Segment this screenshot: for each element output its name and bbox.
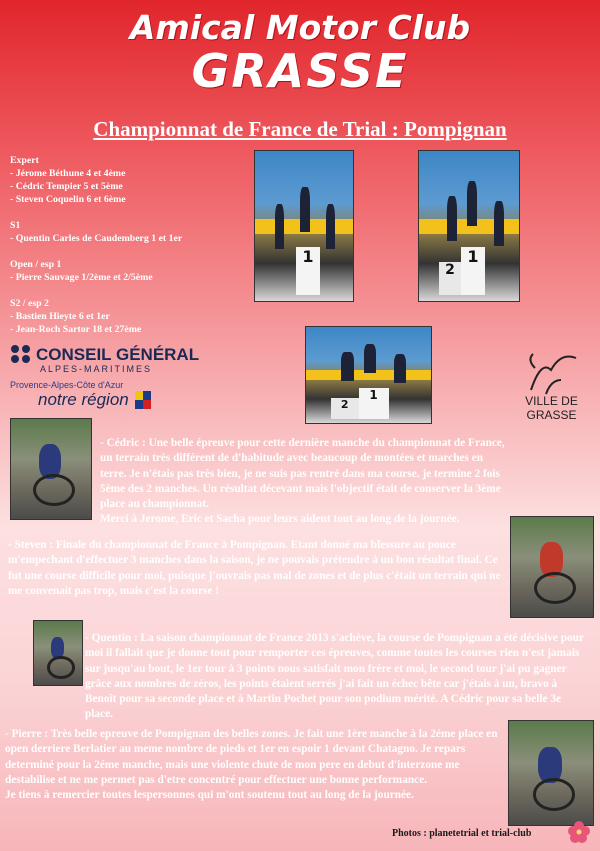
result-line: - Cédric Tempier 5 et 5ème [10, 181, 123, 192]
category-s1: S1 [10, 220, 21, 231]
trial-photo-cedric [10, 418, 92, 520]
notre-region-text: notre région [38, 390, 129, 409]
page-headline: Championnat de France de Trial : Pompignan [93, 117, 507, 141]
podium-number: 1 [359, 388, 389, 419]
photo-credit: Photos : planetetrial et trial-club [392, 828, 532, 839]
result-line: - Steven Coquelin 6 et 6ème [10, 194, 126, 205]
comment-quentin [85, 631, 590, 723]
comment-pierre [5, 727, 503, 803]
podium-number: 1 [296, 247, 320, 295]
category-expert: Expert [10, 155, 39, 166]
conseil-general-text: CONSEIL GÉNÉRAL [36, 344, 200, 364]
podium-number: 1 [461, 247, 485, 295]
podium-number: 2 [439, 262, 461, 295]
alpes-maritimes-text: ALPES-MARITIMES [40, 364, 153, 374]
region-shield-icon [135, 391, 151, 409]
result-line: - Pierre Sauvage 1/2ème et 2/5ème [10, 272, 153, 283]
comment-cedric [100, 436, 508, 528]
comment-pierre-thanks: Je tiens à remercier toutes lespersonnes qui m'ont soutenu tout au long de la journée. [5, 789, 414, 802]
ville-de-grasse-logo [509, 350, 594, 422]
podium-photo-2 [418, 150, 520, 302]
trial-photo-steven [510, 516, 594, 618]
grasse-emblem-icon [521, 350, 581, 398]
conseil-general-icon [10, 344, 32, 364]
result-line: - Bastien Hieyte 6 et 1er [10, 311, 110, 322]
trial-photo-pierre [508, 720, 594, 826]
ville-de-grasse-text: VILLE DE GRASSE [525, 394, 578, 422]
result-line: - Quentin Carles de Caudemberg 1 et 1er [10, 233, 183, 244]
comment-quentin-text: - Quentin : La saison championnat de France 2013 s'achève, la course de Pompignan a été décisive pour moi il fallait que je donne tout pour remporter ces épreuves, comme toutes les courses rien n'est jamais sur jusqu'au bout, le 1er tour à 3 points nous satisfait mon frère et moi, le second tour j'ai pu gagner grâce aux nombres de zéros, les points étaient serrés j'ai fait un échec bête car j'étais à un, bravo à Benoît pour sa seconde place et à Martin Pochet pour son podium mérité. A Cédric pour sa belle 3e place. [85, 632, 584, 721]
club-name-line2: GRASSE [191, 44, 409, 98]
comment-cedric-thanks: Merci à Jerome, Eric et Sacha pour leurs aident tout au long de la journée. [100, 513, 460, 526]
podium-number: 2 [331, 398, 359, 419]
result-line: - Jean-Roch Sartor 18 et 27ème [10, 324, 142, 335]
conseil-general-logo [10, 344, 199, 374]
comment-steven [8, 538, 506, 599]
category-s2: S2 / esp 2 [10, 298, 49, 309]
comment-steven-text: - Steven : Finale du championnat de France à Pompignan. Etant donné ma blessure au pouce m'empechant d'effectuer 3 manches dans la saison, je ne pouvais prétendre à un bon résultat final. Ce fut une course difficile pour moi, puisque j'ouvrais pas mal de zones et de plus c'était un terrain qui ne me convenait pas trop, mais c'est la course ! [8, 539, 501, 597]
region-name-text: Provence-Alpes-Côte d'Azur [10, 380, 124, 390]
podium-photo-3 [305, 326, 432, 424]
result-line: - Jérome Béthune 4 et 4ème [10, 168, 126, 179]
club-name-line1: Amical Motor Club [129, 8, 471, 47]
comment-pierre-text: - Pierre : Très belle epreuve de Pompignan des belles zones. Je fait une 1ère manche à la 2éme place en open derriere Berlatier au meme nombre de pieds et 1er en espoir 1 devant Chatagno. Je repars determiné pour la 2éme manche, mais une violente chute de mon pere en debut d'interzone me destabilise et ne me permet pas d'etre concentré pour effectuer une bonne performance. [5, 728, 498, 786]
category-open: Open / esp 1 [10, 259, 62, 270]
trial-photo-quentin [33, 620, 83, 686]
hibiscus-flower-icon [568, 821, 590, 843]
results-list [10, 154, 182, 336]
comment-cedric-text: - Cédric : Une belle épreuve pour cette dernière manche du championnat de France, un terrain très différent de d'habitude avec beaucoup de montées et marches en terre. Je n'étais pas très bien, je ne suis pas rentré dans ma course. je termine 2 fois 5ème des 2 manches. Un résultat décevant mais l'objectif était de conserver la 3ème place au championnat. [100, 437, 505, 511]
podium-photo-1 [254, 150, 354, 302]
region-logo [10, 380, 151, 410]
